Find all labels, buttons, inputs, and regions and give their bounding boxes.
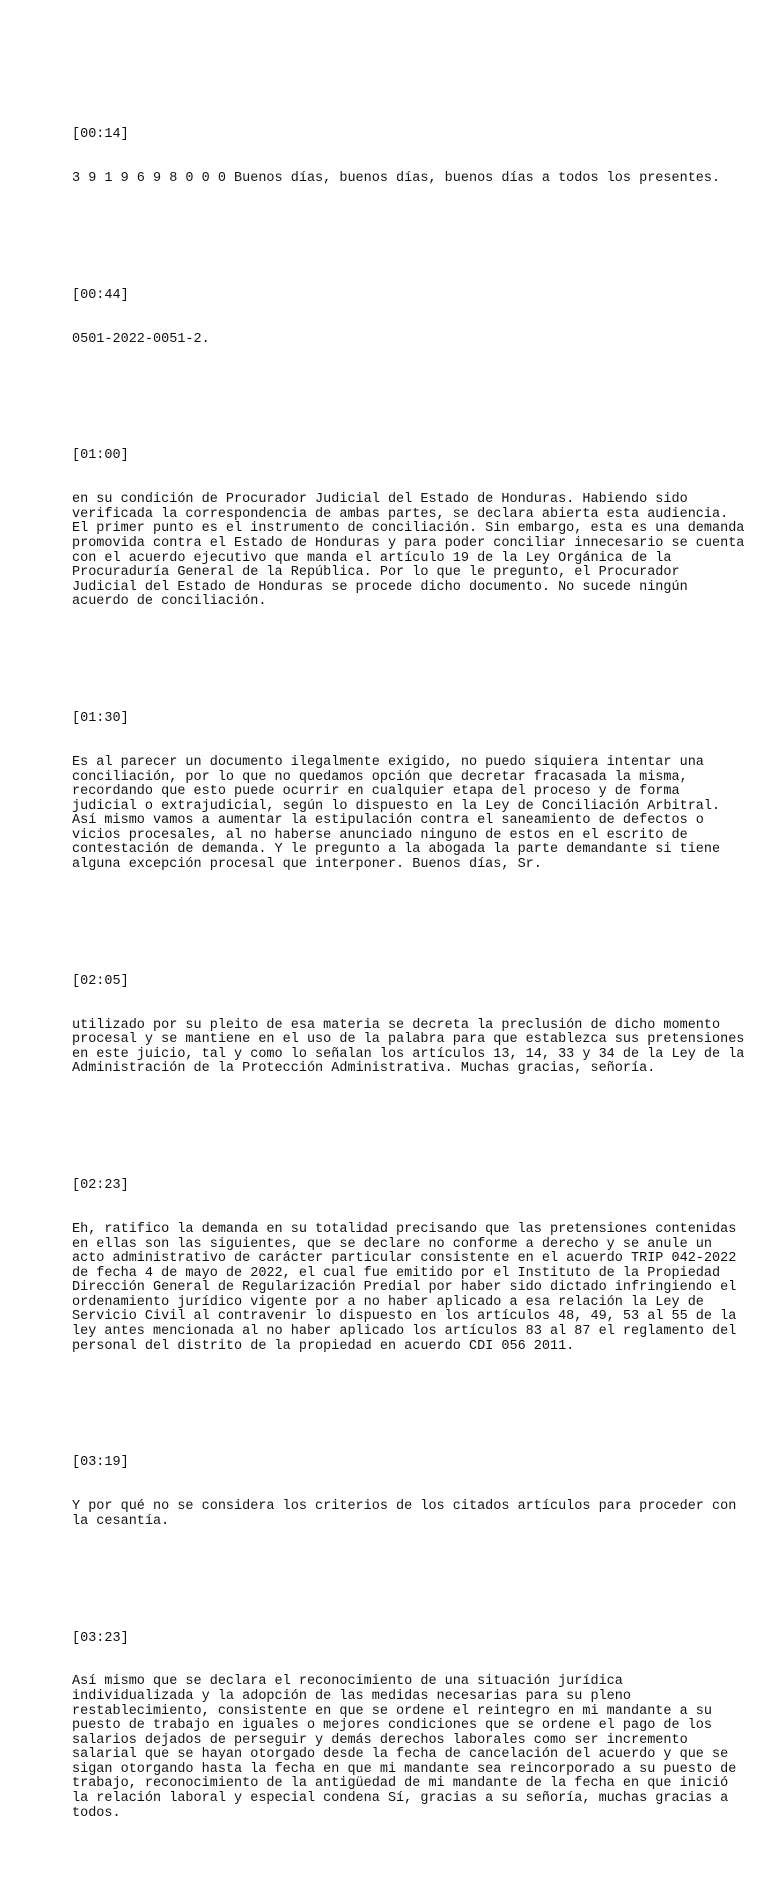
transcript-text: Eh, ratifico la demanda en su totalidad precisando que las pretensiones contenidas en ellas son las siguientes, que se declare no conforme a derecho y se anule un acto administrativo de carácter particular consistente en el acuerdo TRIP 042-2022 de fecha 4 de mayo de 2022, el cual fue emitido por el Instituto de la Propiedad Dirección General de Regularización Predial por haber sido dictado infringiendo el ordenamiento jurídico vigente por a no haber aplicado a esa relación la Ley de Servicio Civil al contravenir lo dispuesto en los artículos 48, 49, 53 al 55 de la ley antes mencionada al no haber aplicado los artículos 83 al 87 el reglamento del personal del distrito de la propiedad en acuerdo CDI 056 2011. [72,1221,737,1354]
timestamp: [02:05] [72,973,129,989]
transcript-entry [72,420,745,639]
timestamp: [03:23] [72,1630,129,1646]
transcript-text: en su condición de Procurador Judicial del Estado de Honduras. Habiendo sido verificada la correspondencia de ambas partes, se declara abierta esta audiencia. El primer punto es el instrumento de conciliación. Sin embargo, esta es una demanda promovida contra el Estado de Honduras y para poder conciliar innecesario se cuenta con el acuerdo ejecutivo que manda el artículo 19 de la Ley Orgánica de la Procuraduría General de la República. Por lo que le pregunto, el Procurador Judicial del Estado de Honduras se procede dicho documento. No sucede ningún acuerdo de conciliación. [72,492,745,610]
timestamp: [00:14] [72,127,129,143]
transcript-entry [72,1150,737,1384]
transcript-entry [72,99,721,216]
transcript-document [72,70,745,1880]
transcript-text: Así mismo que se declara el reconocimiento de una situación jurídica individualizada y la adopción de las medidas necesarias para su pleno restablecimiento, consistente en que se ordene el reintegro en mi mandante a su puesto de trabajo en iguales o mejores condiciones que se ordene el pago de los salarios dejados de perseguir y demás derechos laborales como ser incremento salarial que se hayan otorgado desde la fecha de cancelación del acuerdo y que se sigan otorgando hasta la fecha en que mi mandante sea reincorporado a su puesto de trabajo, reconocimiento de la antigüedad de mi mandante de la fecha en que inició la relación laboral y especial condena Sí, gracias a su señoría, muchas gracias a todos. [72,1674,737,1821]
timestamp: [01:00] [72,448,129,464]
transcript-text: utilizado por su pleito de esa materia se decreta la preclusión de dicho momento procesal y se mantiene en el uso de la palabra para que establezca sus pretensiones en este juicio, tal y como lo señalan los artículos 13, 14, 33 y 34 de la Ley de la Administración de la Protección Administrativa. Muchas gracias, señoría. [72,1017,745,1077]
transcript-text: Y por qué no se considera los criterios de los citados artículos para proceder con la cesantía. [72,1499,737,1529]
transcript-entry [72,946,745,1107]
transcript-entry [72,1427,737,1558]
transcript-text: 0501-2022-0051-2. [72,331,210,347]
timestamp: [02:23] [72,1178,129,1194]
timestamp: [03:19] [72,1455,129,1471]
timestamp: [00:44] [72,287,129,303]
transcript-text: 3 9 1 9 6 9 8 0 0 0 Buenos días, buenos días, buenos días a todos los presentes. [72,171,721,187]
transcript-entry [72,1602,737,1850]
transcript-text: Es al parecer un documento ilegalmente exigido, no puedo siquiera intentar una conciliación, por lo que no quedamos opción que decretar fracasada la misma, recordando que esto puede ocurrir en cualquier etapa del proceso y de forma judicial o extrajudicial, según lo dispuesto en la Ley de Conciliación Arbitral. Así mismo vamos a aumentar la estipulación contra el saneamiento de defectos o vicios procesales, al no haberse anunciado ninguno de estos en el escrito de contestación de demanda. Y le pregunto a la abogada la parte demandante si tiene alguna excepción procesal que interponer. Buenos días, Sr. [72,754,721,873]
timestamp: [01:30] [72,711,129,727]
transcript-entry [72,683,721,902]
transcript-entry [72,260,712,377]
